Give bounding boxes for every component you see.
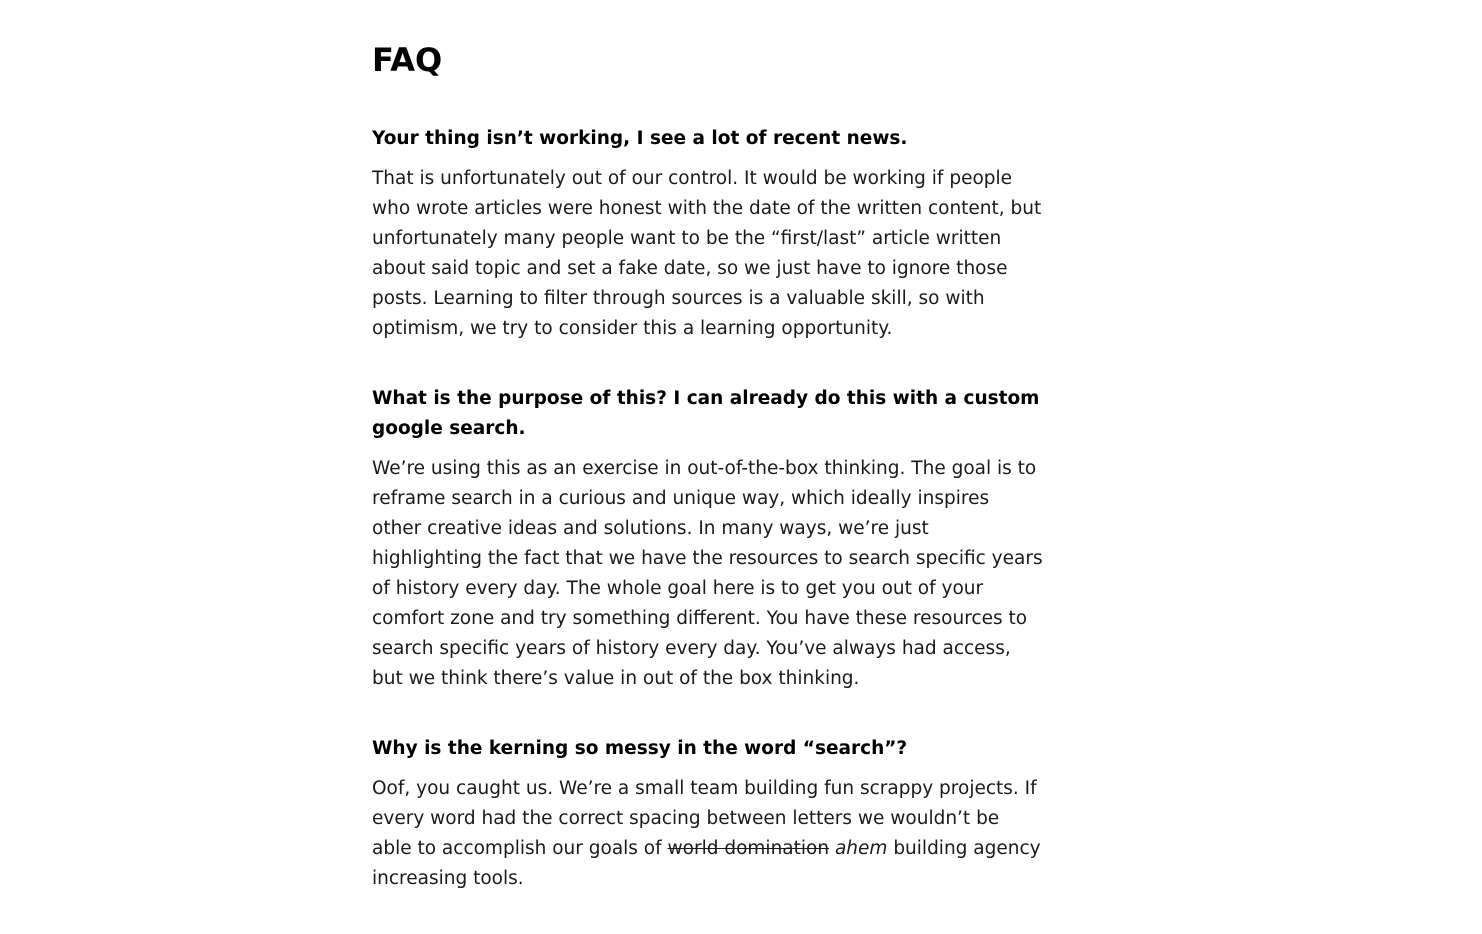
faq-answer: That is unfortunately out of our control. It would be working if people who wrote articles were honest with the date of the written content, but unfortunately many people want to be the “first/last” article written about said topic and set a fake date, so we just have to ignore those posts. Learning to filter through sources is a valuable skill, so with optimism, we try to consider this a learning opportunity.	[372, 168, 1042, 339]
faq-answer: We’re using this as an exercise in out-of-the-box thinking. The goal is to reframe search in a curious and unique way, which ideally inspires other creative ideas and solutions. In many ways, we’re just highlighting the fact that we have the resources to search specific years of history every day. The whole goal here is to get you out of your comfort zone and try something different. You have these resources to search specific years of history every day. You’ve always had access, but we think there’s value in out of the box thinking.	[372, 458, 1043, 689]
faq-question: Your thing isn’t working, I see a lot of recent news.	[372, 128, 908, 149]
faq-page	[372, 36, 1044, 934]
faq-question: What is the purpose of this? I can already do this with a custom google search.	[372, 388, 1040, 439]
italic-aside: ahem	[834, 838, 888, 859]
faq-answer	[372, 774, 1044, 894]
answer-text: building agency increasing tools.	[372, 838, 1041, 889]
page-title: FAQ	[372, 41, 443, 79]
faq-list	[372, 124, 1044, 894]
faq-item	[372, 384, 1044, 694]
answer-text: Oof, you caught us. We’re a small team building fun scrappy projects. If every word had the correct spacing between letters we wouldn’t be able to accomplish our goals of	[372, 778, 1037, 859]
faq-item	[372, 124, 1044, 344]
faq-question: Why is the kerning so messy in the word “search”?	[372, 738, 908, 759]
struck-text: world domination	[667, 838, 830, 859]
faq-item	[372, 734, 1044, 894]
